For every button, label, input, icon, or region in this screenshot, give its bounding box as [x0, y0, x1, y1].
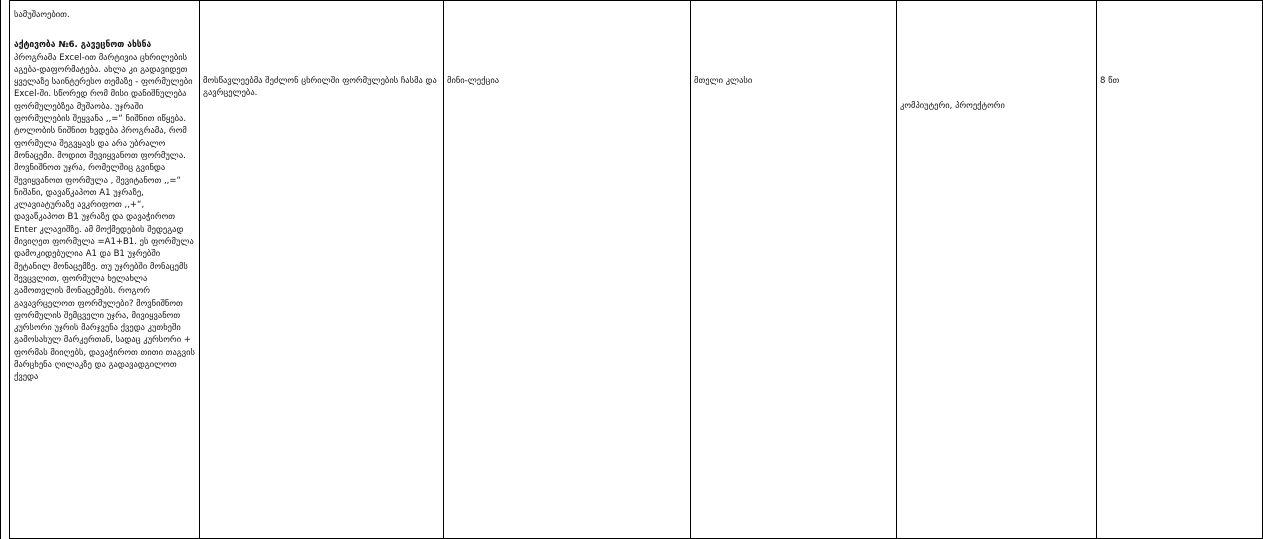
lesson-plan-table: [9, 0, 1263, 539]
activity-intro-text: სამუშაოებით.: [14, 10, 70, 20]
method-text: მინი-ლექცია: [447, 76, 500, 86]
activity-cell: [10, 1, 200, 539]
goal-cell: [200, 1, 444, 539]
method-cell: [444, 1, 691, 539]
time-text: 8 წთ: [1100, 76, 1120, 86]
resources-cell: [897, 1, 1097, 539]
time-cell: [1097, 1, 1263, 539]
group-text: მთელი კლასი: [694, 76, 753, 86]
group-cell: [691, 1, 897, 539]
goal-text: მოსწავლეებმა შეძლონ ცხრილში ფორმულების ჩასმა და გავრცელება.: [203, 76, 437, 99]
activity-heading: აქტივობა №6. გავეცნოთ ახსნა: [14, 40, 152, 51]
resources-text: კომპიუტერი, პროექტორი: [900, 101, 1005, 111]
table-row: [10, 1, 1263, 539]
left-margin-rule: [0, 0, 1, 539]
activity-body-text: პროგრამა Excel-ით მარტივია ცხრილების აგება-დაფორმატება. ახლა კი გადავიდეთ ყველაზე საინტერესო თემაზე - ფორმულები Excel-ში. სწორედ რომ მისი დანიშნულება ფორმულებზეა მუშაობა. უჯრაში ფორმულების შეყვანა ,,=“ ნიშნით იწყება. ტოლობის ნიშნით ხვდება პროგრამა, რომ ფორმულა შეგვყავს და არა უბრალო მონაცემი. მოდით შევიყვანოთ ფორმულა. მოვნიშნოთ უჯრა, რომელშიც გვინდა შევიყვანოთ ფორმულა , შევიტანოთ ,,=“ ნიშანი, დავაწკაპოთ A1 უჯრაზე, კლავიატურაზე ავკრიფოთ ,,+“, დავაწკაპოთ B1 უჯრაზე და დავაჭიროთ Enter კლავიშზე. ამ მოქმედების შედეგად მივიღეთ ფორმულა =A1+B1. ეს ფორმულა დამოკიდებულია A1 და B1 უჯრებში მეტანილ მონაცემზე. თუ უჯრებში მონაცემს შევცვლით, ფორმულა ხელახლა გამოთვლის მონაცემებს. როგორ გავავრცელოთ ფორმულები? მოვნიშნოთ ფორმულის შემცველი უჯრა, მივიყვანოთ კურსორი უჯრის მარჯვენა ქვედა კუთხეში გამოსახულ მარკერთან, სადაც კურსორი + ფორმას მიიღებს, დავაჭიროთ თითი თაგვის მარცხენა ღილაკზე და გადავადგილოთ ქვედა: [14, 52, 195, 383]
